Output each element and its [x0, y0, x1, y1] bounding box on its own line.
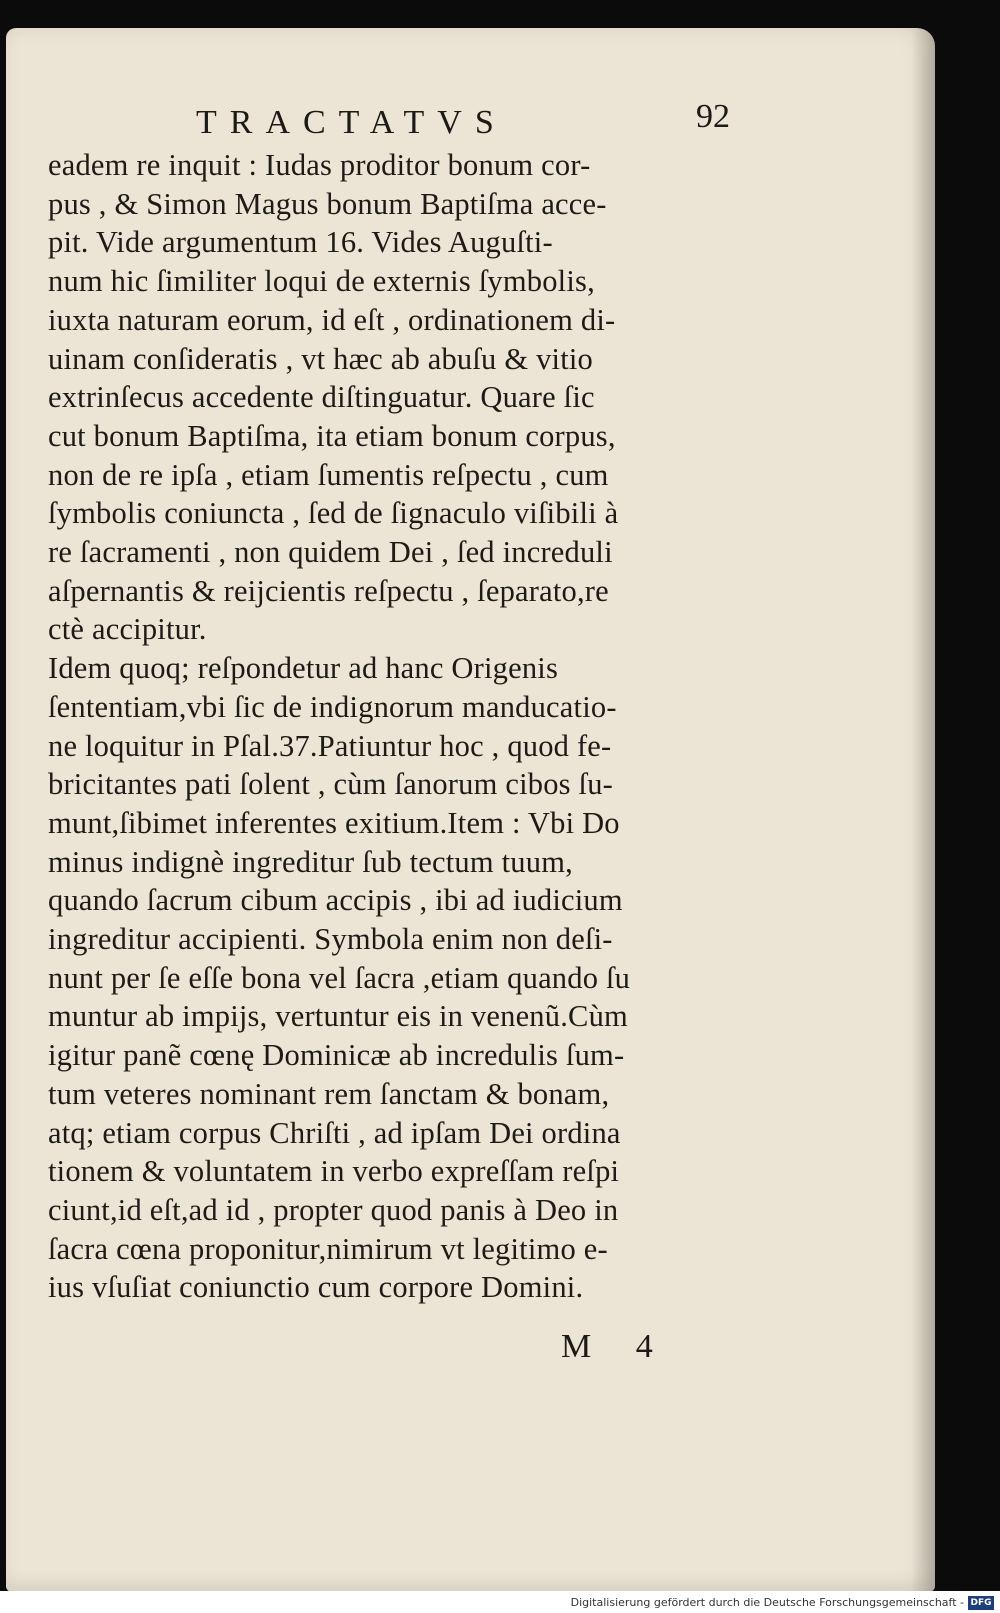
text-line: num hic ſimiliter loqui de externis ſymbolis,	[48, 264, 595, 299]
text-line: cut bonum Baptiſma, ita etiam bonum corpus,	[48, 418, 616, 453]
text-line: ciunt,id eſt,ad id , propter quod panis à Deo in	[48, 1192, 619, 1227]
signature-mark: M 4	[561, 1328, 671, 1365]
text-line: extrinſecus accedente diſtinguatur. Quare ſic	[48, 380, 595, 415]
funding-credit: Digitalisierung gefördert durch die Deutsche Forschungsgemeinschaft -	[570, 1596, 964, 1609]
page-edge-shadow	[911, 28, 935, 1592]
text-line: pit. Vide argumentum 16. Vides Auguſti-	[48, 225, 553, 260]
text-line: eadem re inquit : Iudas proditor bonum cor-	[48, 148, 591, 182]
text-line: re ſacramenti , non quidem Dei , ſed increduli	[48, 535, 613, 570]
text-line: aſpernantis & reijcientis reſpectu , ſeparato,re	[48, 573, 609, 608]
page-number: 92	[696, 98, 730, 135]
text-line: bricitantes pati ſolent , cùm ſanorum cibos ſu-	[48, 767, 614, 802]
text-line: Idem quoq; reſpondetur ad hanc Origenis	[48, 651, 559, 686]
text-line: ſymbolis coniuncta , ſed de ſignaculo viſibili à	[48, 496, 619, 531]
text-line: nunt per ſe eſſe bona vel ſacra ,etiam quando ſu	[48, 960, 631, 995]
body-text	[48, 146, 748, 1307]
text-line: muntur ab impijs, vertuntur eis in venenũ.Cùm	[48, 999, 628, 1034]
text-line: non de re ipſa , etiam ſumentis reſpectu , cum	[48, 457, 609, 492]
book-page	[6, 28, 935, 1592]
text-line: tionem & voluntatem in verbo expreſſam reſpi	[48, 1154, 620, 1189]
text-line: ingreditur accipienti. Symbola enim non deſi-	[48, 922, 613, 957]
text-line: uinam conſideratis , vt hæc ab abuſu & vitio	[48, 341, 593, 376]
text-line: iuxta naturam eorum, id eſt , ordinationem di-	[48, 302, 616, 337]
text-line: tum veteres nominant rem ſanctam & bonam,	[48, 1076, 610, 1111]
text-line: atq; etiam corpus Chriſti , ad ipſam Dei ordina	[48, 1115, 621, 1150]
text-line: ſacra cœna proponitur,nimirum vt legitimo e-	[48, 1231, 608, 1266]
dfg-logo-icon: DFG	[968, 1596, 994, 1610]
text-line: ctè accipitur.	[48, 612, 207, 647]
text-line: minus indignè ingreditur ſub tectum tuum,	[48, 844, 573, 879]
text-line: igitur panẽ cœnę Dominicæ ab incredulis ſum-	[48, 1038, 625, 1073]
footer-bar	[0, 1591, 1000, 1613]
text-line: munt,ſibimet inferentes exitium.Item : Vbi Do	[48, 805, 620, 840]
text-line: ne loquitur in Pſal.37.Patiuntur hoc , quod fe-	[48, 728, 612, 763]
text-line: ſententiam,vbi ſic de indignorum manducatio-	[48, 689, 617, 724]
text-line: pus , & Simon Magus bonum Baptiſma acce-	[48, 186, 607, 221]
text-line: quando ſacrum cibum accipis , ibi ad iudicium	[48, 883, 623, 918]
text-line: ius vſuſiat coniunctio cum corpore Domini.	[48, 1270, 584, 1305]
running-title: TRACTATVS	[196, 104, 507, 141]
